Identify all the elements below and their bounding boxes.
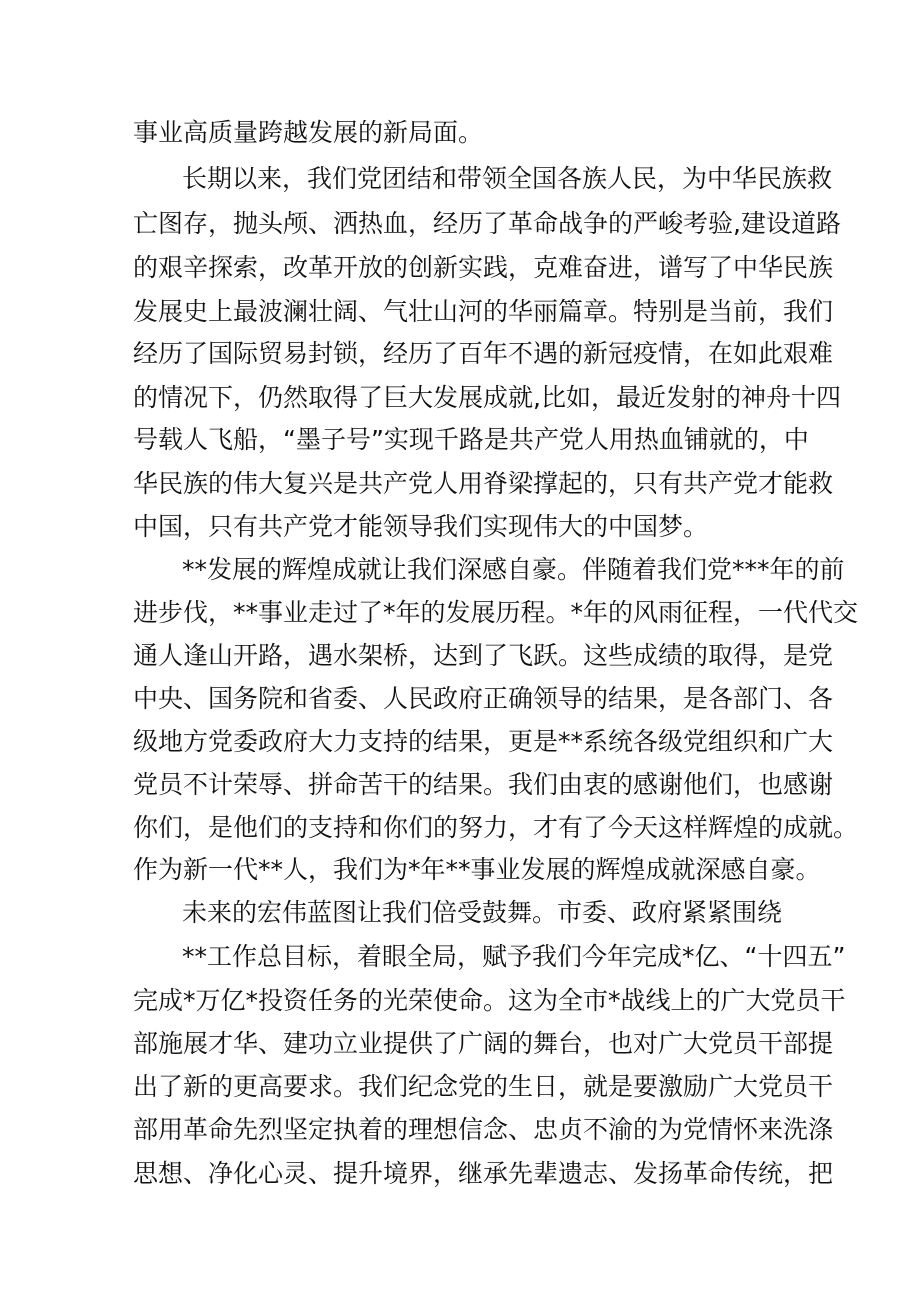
paragraph-start-line: 未来的宏伟蓝图让我们倍受鼓舞。市委、政府紧紧围绕 (182, 898, 783, 927)
text-line: 部用革命先烈坚定执着的理想信念、忠贞不渝的为党情怀来洗涤 (133, 1115, 834, 1144)
text-line: 部施展才华、建功立业提供了广阔的舞台，也对广大党员干部提 (133, 1029, 834, 1058)
paragraph-start-line: **发展的辉煌成就让我们深感自豪。伴随着我们党***年的前 (182, 555, 845, 584)
text-line: 党员不计荣辱、拼命苦干的结果。我们由衷的感谢他们，也感谢 (133, 770, 834, 799)
text-line: 发展史上最波澜壮阔、气壮山河的华丽篇章。特别是当前，我们 (133, 297, 834, 326)
text-line: 中国，只有共产党才能领导我们实现伟大的中国梦。 (133, 512, 709, 541)
text-line: 级地方党委政府大力支持的结果，更是**系统各级党组织和广大 (133, 727, 834, 756)
text-line: 思想、净化心灵、提升境界，继承先辈遗志、发扬革命传统，把 (133, 1159, 834, 1188)
text-line: 你们，是他们的支持和你们的努力，才有了今天这样辉煌的成就。 (133, 813, 859, 842)
text-line: 华民族的伟大复兴是共产党人用脊梁撑起的，只有共产党才能救 (133, 469, 834, 498)
text-line: 亡图存，抛头颅、洒热血，经历了革命战争的严峻考验,建设道路 (133, 209, 841, 238)
text-line: 的情况下，仍然取得了巨大发展成就,比如，最近发射的神舟十四 (133, 383, 841, 412)
text-line: 号载人飞船，“墨子号”实现千路是共产党人用热血铺就的，中 (133, 425, 809, 454)
text-line: 事业高质量跨越发展的新局面。 (133, 118, 484, 147)
text-line: 进步伐，**事业走过了*年的发展历程。*年的风雨征程，一代代交 (133, 598, 859, 627)
text-line: 的艰辛探索，改革开放的创新实践，克难奋进，谱写了中华民族 (133, 253, 834, 282)
text-line: 经历了国际贸易封锁，经历了百年不遇的新冠疫情，在如此艰难 (133, 339, 834, 368)
paragraph-start-line: 长期以来，我们党团结和带领全国各族人民，为中华民族救 (182, 164, 833, 193)
text-line: 作为新一代**人，我们为*年**事业发展的辉煌成就深感自豪。 (133, 855, 821, 884)
text-line: **工作总目标，着眼全局，赋予我们今年完成*亿、“十四五” (182, 942, 846, 971)
text-line: 中央、国务院和省委、人民政府正确领导的结果，是各部门、各 (133, 684, 834, 713)
text-line: 完成*万亿*投资任务的光荣使命。这为全市*战线上的广大党员干 (133, 986, 846, 1015)
text-line: 通人逢山开路，遇水架桥，达到了飞跃。这些成绩的取得，是党 (133, 641, 834, 670)
text-line: 出了新的更高要求。我们纪念党的生日，就是要激励广大党员干 (133, 1072, 834, 1101)
